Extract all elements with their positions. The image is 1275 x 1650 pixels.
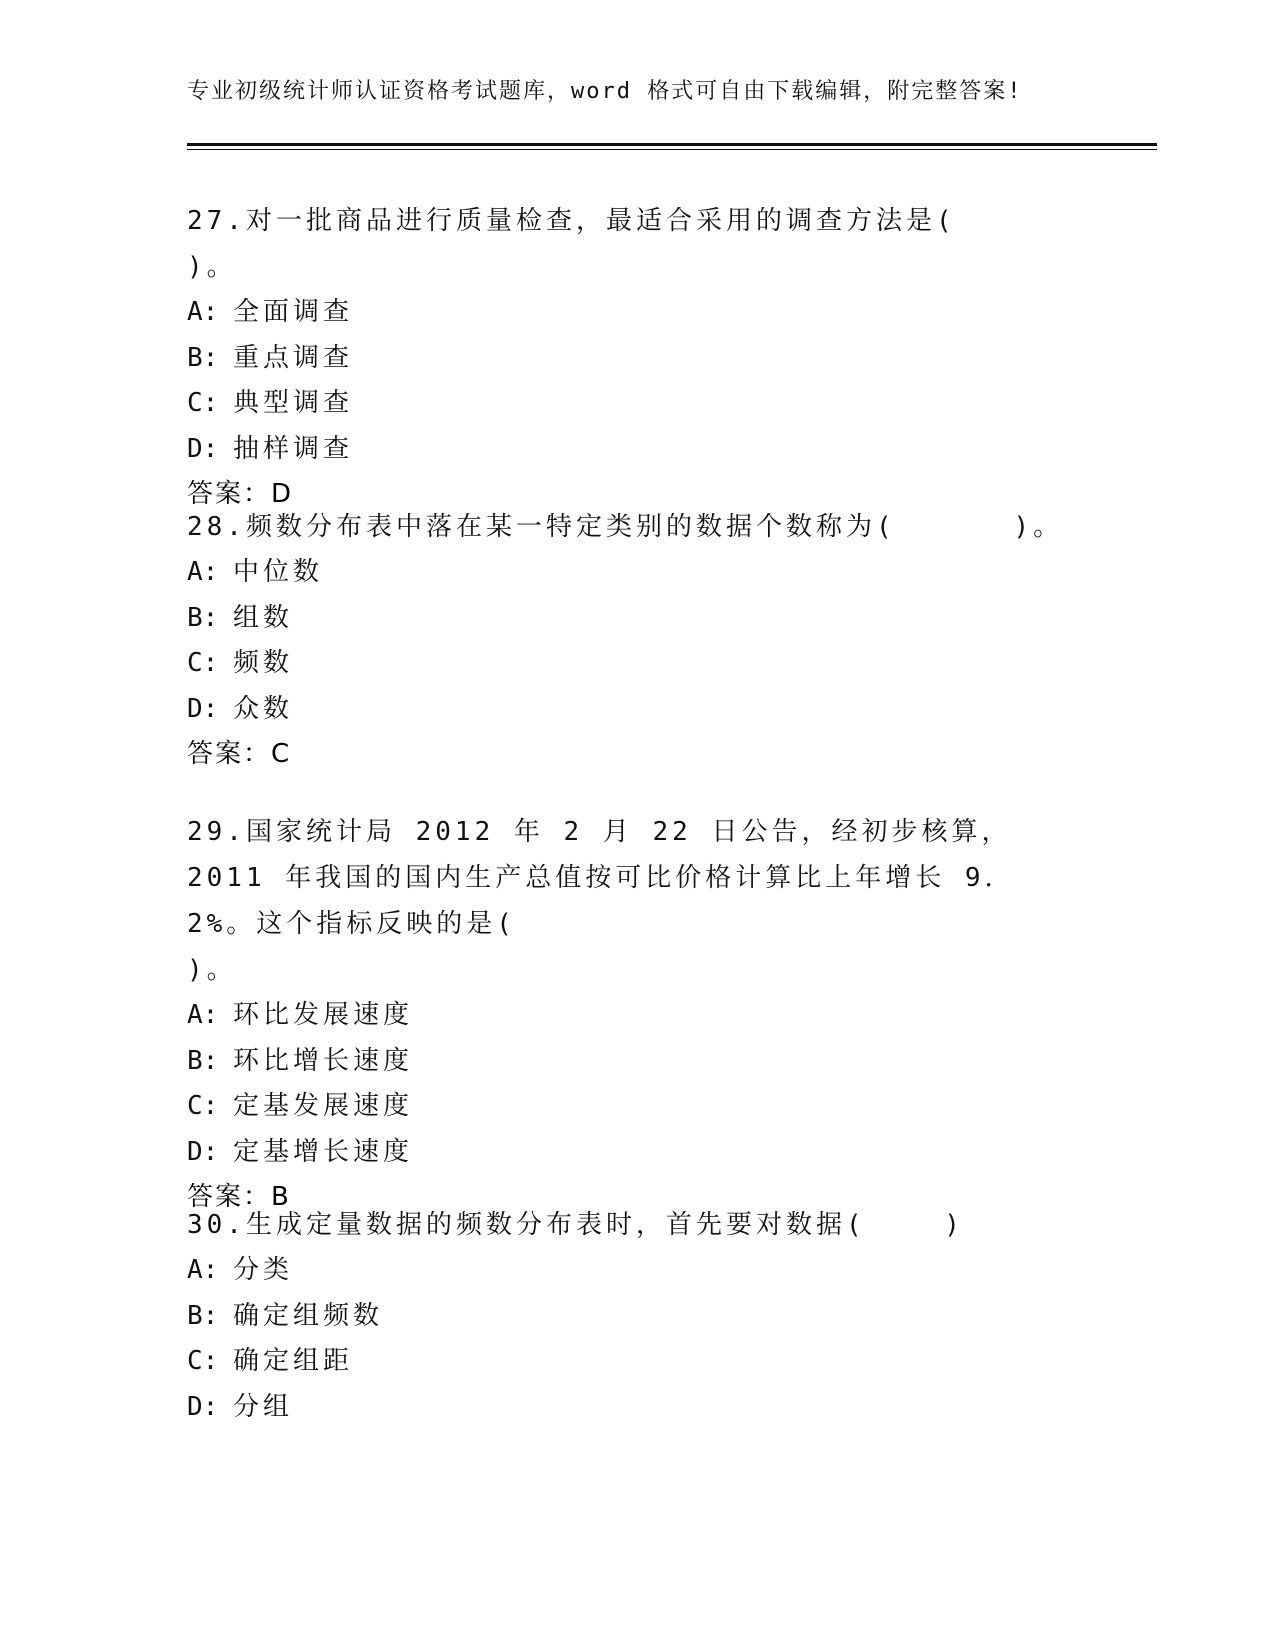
question-stem: 29.国家统计局 2012 年 2 月 22 日公告，经初步核算，2011 年我国的国内生产总值按可比价格计算比上年增长 9．2%。这个指标反映的是( )。 xyxy=(187,817,1015,985)
option-text: 定基增长速度 xyxy=(233,1136,414,1167)
option-d xyxy=(187,427,1087,473)
answer-line xyxy=(187,732,1087,778)
header-divider-thick xyxy=(187,143,1157,146)
option-text: 环比增长速度 xyxy=(233,1045,414,1076)
option-c xyxy=(187,1084,1067,1130)
answer-label: 答案： xyxy=(187,479,272,509)
answer-value: D xyxy=(271,479,292,509)
answer-label: 答案： xyxy=(187,739,272,769)
option-letter: A: xyxy=(187,297,219,327)
question-stem: 28.频数分布表中落在某一特定类别的数据个数称为( )。 xyxy=(187,512,1064,542)
question-30 xyxy=(187,1202,1087,1430)
option-d xyxy=(187,687,1087,733)
option-text: 分类 xyxy=(233,1255,294,1285)
option-text: 频数 xyxy=(233,648,294,678)
option-c xyxy=(187,381,1087,427)
option-letter: A: xyxy=(187,1255,219,1285)
question-29 xyxy=(187,809,1067,1221)
option-a xyxy=(187,993,1067,1039)
option-letter: B: xyxy=(187,1045,219,1076)
question-28 xyxy=(187,504,1087,778)
option-text: 抽样调查 xyxy=(233,433,354,464)
option-b xyxy=(187,336,1087,382)
option-letter: A: xyxy=(187,1000,219,1030)
option-b xyxy=(187,1294,1087,1340)
option-a xyxy=(187,290,1087,336)
option-letter: C: xyxy=(187,1091,219,1121)
option-text: 典型调查 xyxy=(233,388,354,418)
option-text: 重点调查 xyxy=(233,342,354,373)
answer-label: 答案： xyxy=(187,1182,272,1212)
option-a xyxy=(187,1248,1087,1294)
option-letter: D: xyxy=(187,1136,219,1167)
option-letter: D: xyxy=(187,433,219,464)
option-letter: A: xyxy=(187,557,219,587)
option-text: 确定组距 xyxy=(233,1346,354,1376)
option-letter: B: xyxy=(187,602,219,633)
option-text: 众数 xyxy=(233,693,294,724)
question-stem: 27.对一批商品进行质量检查，最适合采用的调查方法是( )。 xyxy=(187,206,1074,282)
question-27 xyxy=(187,198,1087,518)
option-text: 定基发展速度 xyxy=(233,1091,414,1121)
page-header: 专业初级统计师认证资格考试题库，word 格式可自由下载编辑，附完整答案! xyxy=(187,79,1023,104)
header-divider-thin xyxy=(187,149,1157,150)
option-letter: B: xyxy=(187,342,219,373)
option-d xyxy=(187,1385,1087,1431)
option-text: 全面调查 xyxy=(233,297,354,327)
option-text: 组数 xyxy=(233,602,294,633)
question-stem: 30.生成定量数据的频数分布表时，首先要对数据( ) xyxy=(187,1210,964,1240)
answer-value: C xyxy=(271,739,290,769)
option-text: 分组 xyxy=(233,1391,294,1422)
option-d xyxy=(187,1130,1067,1176)
option-letter: C: xyxy=(187,1346,219,1376)
option-a xyxy=(187,550,1087,596)
option-c xyxy=(187,1339,1087,1385)
option-letter: B: xyxy=(187,1300,219,1331)
option-text: 确定组频数 xyxy=(233,1300,384,1331)
option-letter: C: xyxy=(187,388,219,418)
answer-value: B xyxy=(271,1182,289,1212)
option-b xyxy=(187,596,1087,642)
option-letter: D: xyxy=(187,1391,219,1422)
option-text: 中位数 xyxy=(233,557,324,587)
option-c xyxy=(187,641,1087,687)
option-letter: C: xyxy=(187,648,219,678)
option-letter: D: xyxy=(187,693,219,724)
option-text: 环比发展速度 xyxy=(233,1000,414,1030)
option-b xyxy=(187,1039,1067,1085)
